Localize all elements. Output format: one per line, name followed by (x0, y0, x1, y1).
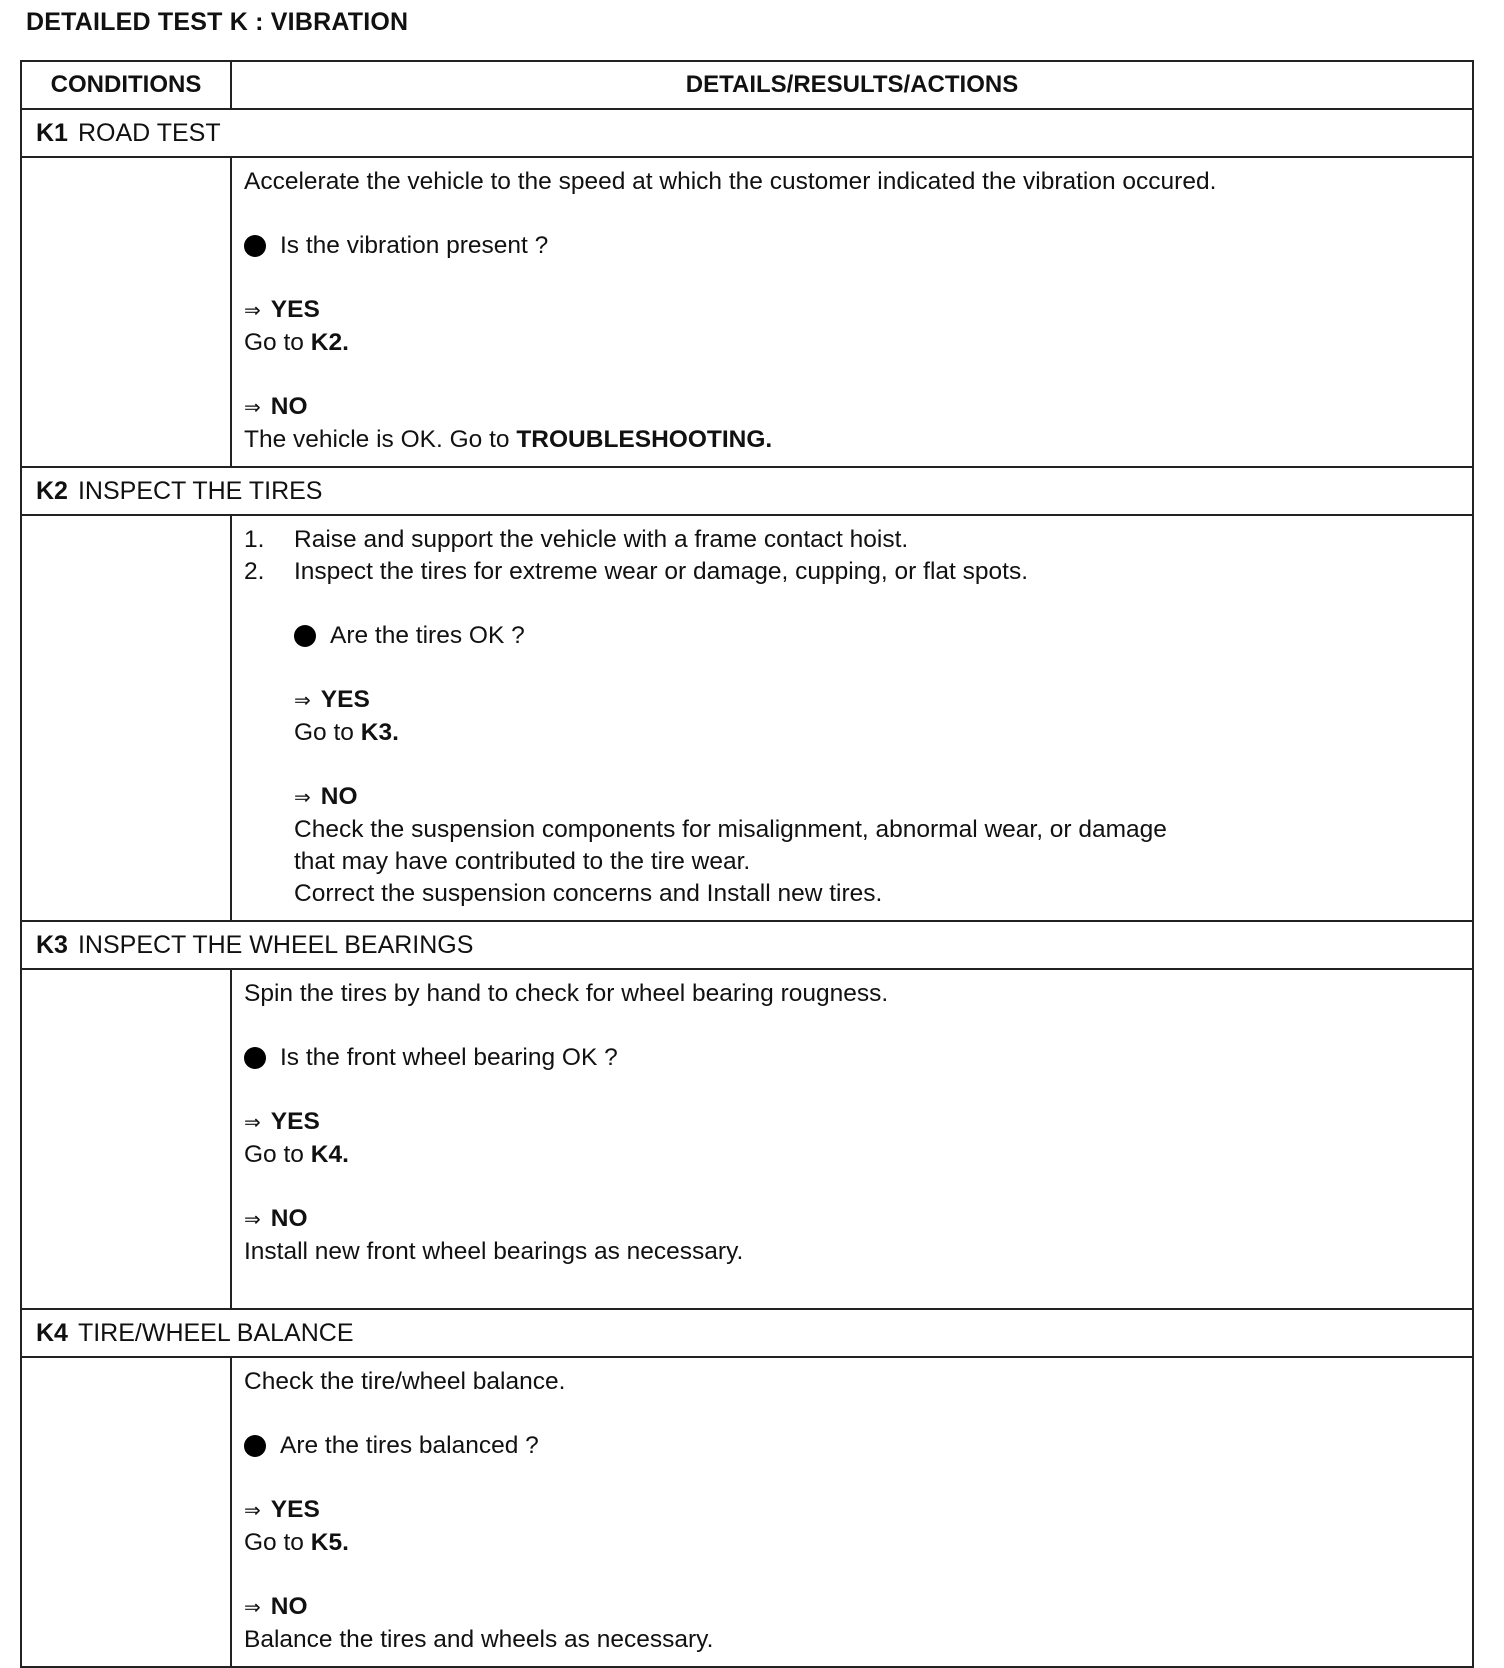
question-text: Is the vibration present ? (280, 232, 549, 259)
step-instruction: Accelerate the vehicle to the speed at which the customer indicated the vibration occured. (244, 168, 1217, 195)
list-item (244, 556, 1460, 588)
step-title: INSPECT THE WHEEL BEARINGS (77, 930, 474, 959)
question-text: Are the tires balanced ? (280, 1432, 539, 1459)
step-header-k2 (22, 468, 1472, 516)
yes-action-text: Go to (244, 1141, 304, 1168)
yes-action (244, 1527, 1460, 1559)
arrow-right-icon: ⇒ (244, 1112, 261, 1134)
no-result (294, 781, 1460, 814)
arrow-right-icon: ⇒ (244, 1500, 261, 1522)
step-instruction: Check the tire/wheel balance. (244, 1368, 566, 1395)
no-action-line: that may have contributed to the tire wear. (294, 848, 751, 875)
no-label: NO (270, 1593, 308, 1620)
no-result (244, 391, 1460, 424)
step-body-k2 (22, 516, 1472, 922)
table-header (22, 62, 1472, 110)
arrow-right-icon: ⇒ (244, 300, 261, 322)
yes-action-text: Go to (244, 1529, 304, 1556)
no-label: NO (320, 783, 358, 810)
no-label: NO (270, 393, 308, 420)
bullet-icon (244, 1047, 266, 1069)
conditions-cell (22, 158, 232, 466)
step-code: K1 (36, 118, 68, 147)
question-line (294, 620, 1460, 652)
arrow-right-icon: ⇒ (294, 690, 311, 712)
details-cell (232, 516, 1472, 920)
no-label: NO (270, 1205, 308, 1232)
question-text: Is the front wheel bearing OK ? (280, 1044, 618, 1071)
step-title: ROAD TEST (77, 118, 221, 147)
arrow-right-icon: ⇒ (244, 1597, 261, 1619)
step-instruction: Spin the tires by hand to check for wheel bearing rougness. (244, 980, 889, 1007)
step-header-k4 (22, 1310, 1472, 1358)
yes-action (244, 1139, 1460, 1171)
step-header-k1 (22, 110, 1472, 158)
yes-label: YES (270, 296, 320, 323)
step-code: K2 (36, 476, 68, 505)
yes-action-text: Go to (244, 329, 304, 356)
arrow-right-icon: ⇒ (244, 397, 261, 419)
step-code: K3 (36, 930, 68, 959)
diagnostic-table (20, 60, 1474, 1668)
yes-label: YES (270, 1108, 320, 1135)
step-body-k4 (22, 1358, 1472, 1666)
details-cell (232, 1358, 1472, 1666)
no-target-link: TROUBLESHOOTING. (516, 426, 773, 453)
no-result (244, 1591, 1460, 1624)
yes-result (294, 684, 1460, 717)
no-action-line: Correct the suspension concerns and Install new tires. (294, 880, 883, 907)
step-body-k1 (22, 158, 1472, 468)
conditions-cell (22, 516, 232, 920)
yes-target-link: K2. (310, 329, 349, 356)
step-code: K4 (36, 1318, 68, 1347)
no-action-text: Install new front wheel bearings as necessary. (244, 1238, 744, 1265)
yes-label: YES (270, 1496, 320, 1523)
details-cell (232, 158, 1472, 466)
yes-action (294, 717, 1460, 749)
yes-target-link: K4. (310, 1141, 349, 1168)
yes-result (244, 1494, 1460, 1527)
yes-target-link: K3. (360, 719, 399, 746)
yes-action-text: Go to (294, 719, 354, 746)
bullet-icon (244, 235, 266, 257)
arrow-right-icon: ⇒ (244, 1209, 261, 1231)
header-conditions: CONDITIONS (22, 62, 232, 108)
list-text: Raise and support the vehicle with a frame contact hoist. (294, 526, 909, 553)
bullet-icon (244, 1435, 266, 1457)
details-cell (232, 970, 1472, 1308)
list-item (244, 524, 1460, 556)
page-title: DETAILED TEST K : VIBRATION (26, 8, 409, 36)
conditions-cell (22, 970, 232, 1308)
yes-result (244, 294, 1460, 327)
step-title: TIRE/WHEEL BALANCE (77, 1318, 354, 1347)
list-number: 1. (244, 526, 265, 553)
header-details: DETAILS/RESULTS/ACTIONS (685, 71, 1019, 98)
question-line (244, 1430, 1460, 1462)
yes-action (244, 327, 1460, 359)
bullet-icon (294, 625, 316, 647)
step-body-k3 (22, 970, 1472, 1310)
step-header-k3 (22, 922, 1472, 970)
arrow-right-icon: ⇒ (294, 787, 311, 809)
yes-result (244, 1106, 1460, 1139)
list-text: Inspect the tires for extreme wear or damage, cupping, or flat spots. (294, 558, 1028, 585)
no-action-text: Balance the tires and wheels as necessary. (244, 1626, 714, 1653)
no-action-text: The vehicle is OK. Go to (244, 426, 510, 453)
question-line (244, 230, 1460, 262)
list-number: 2. (244, 558, 265, 585)
no-result (244, 1203, 1460, 1236)
no-action (244, 424, 1460, 456)
question-text: Are the tires OK ? (330, 622, 525, 649)
conditions-cell (22, 1358, 232, 1666)
yes-label: YES (320, 686, 370, 713)
question-line (244, 1042, 1460, 1074)
no-action-line: Check the suspension components for misalignment, abnormal wear, or damage (294, 816, 1167, 843)
step-title: INSPECT THE TIRES (77, 476, 323, 505)
yes-target-link: K5. (310, 1529, 349, 1556)
